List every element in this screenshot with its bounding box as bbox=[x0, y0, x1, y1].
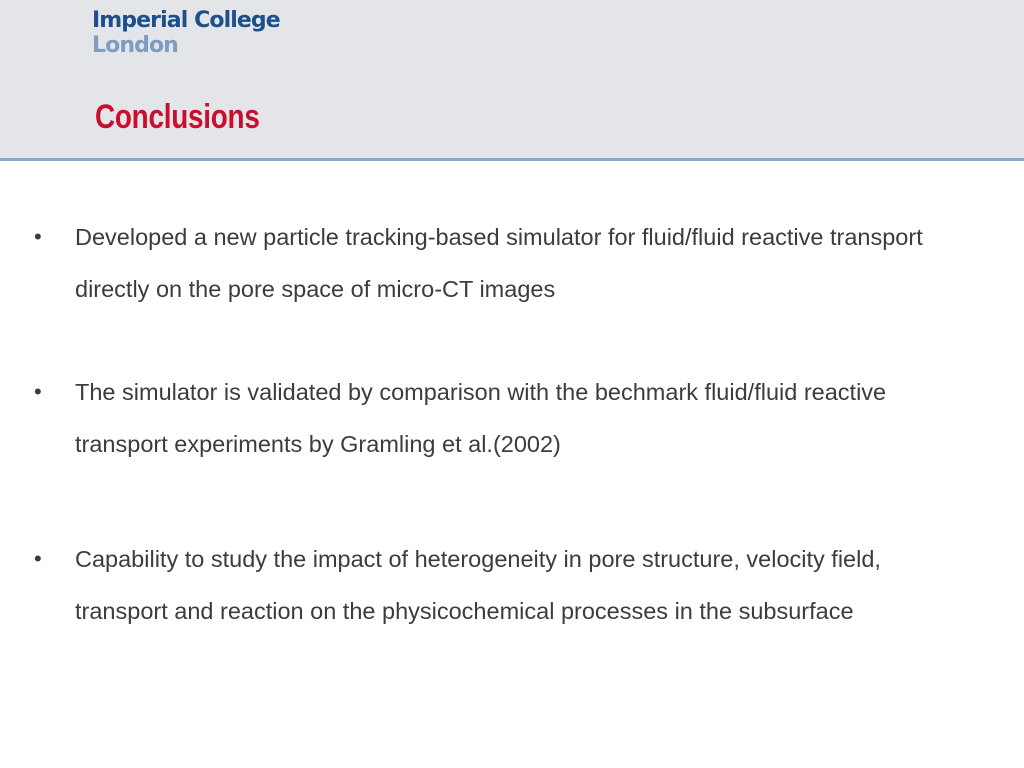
logo-line-imperial-college: Imperial College bbox=[92, 8, 280, 33]
bullet-marker: • bbox=[34, 546, 42, 571]
bullet-text: Developed a new particle tracking-based simulator for fluid/fluid reactive transport directly on the pore space of micro-CT images bbox=[75, 224, 923, 302]
imperial-college-logo bbox=[92, 10, 280, 57]
slide-title: Conclusions bbox=[95, 98, 260, 136]
bullet-marker: • bbox=[34, 379, 42, 404]
logo-line-london: London bbox=[92, 33, 178, 58]
bullet-text: The simulator is validated by comparison with the bechmark fluid/fluid reactive transport experiments by Gramling et al.(2002) bbox=[75, 379, 887, 457]
bullet-text: Capability to study the impact of heterogeneity in pore structure, velocity field, transport and reaction on the physicochemical processes in the subsurface bbox=[75, 546, 881, 624]
bullet-marker: • bbox=[34, 224, 42, 249]
slide-header bbox=[0, 0, 1024, 161]
